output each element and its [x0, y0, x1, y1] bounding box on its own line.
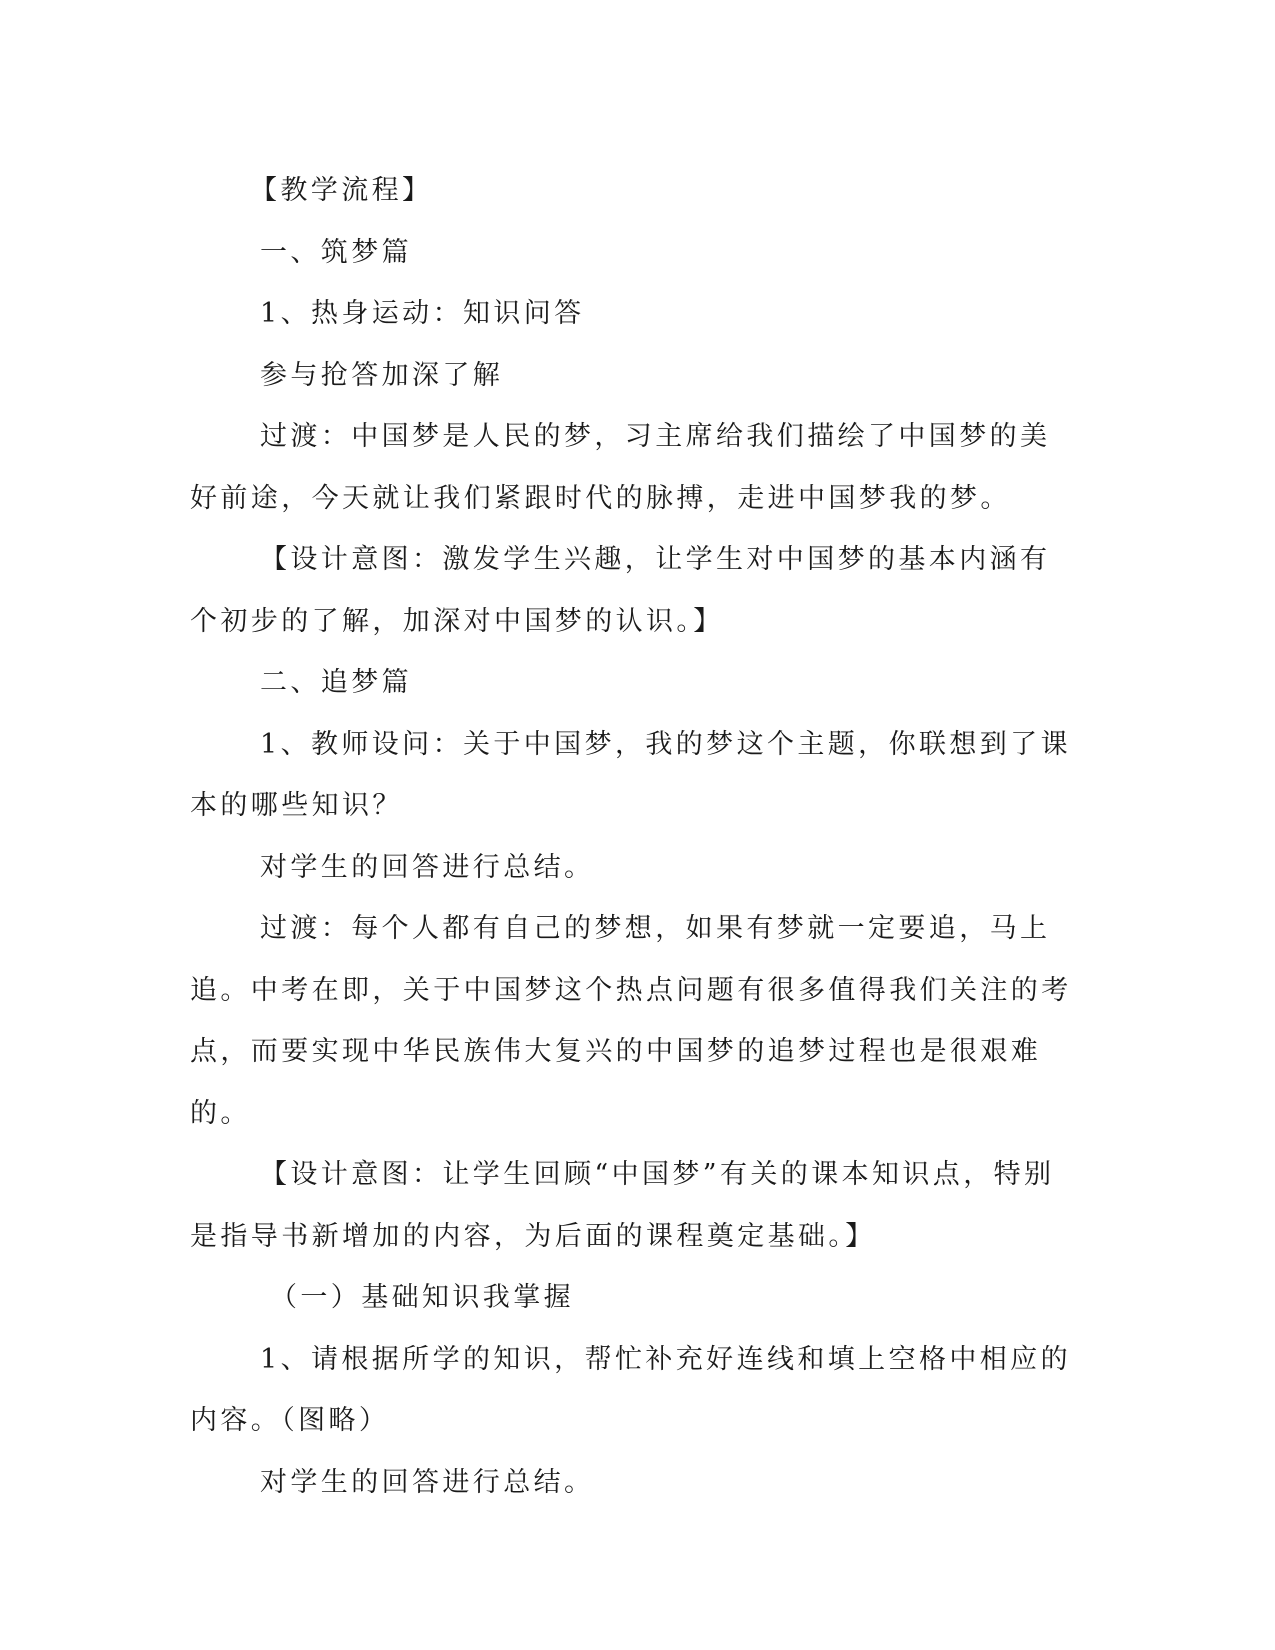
- section-heading-dream-building: 一、筑梦篇: [260, 236, 412, 268]
- paragraph-teacher-question: 1、教师设问：关于中国梦，我的梦这个主题，你联想到了课本的哪些知识？: [190, 728, 1071, 821]
- paragraph-summary-2: 对学生的回答进行总结。: [260, 1466, 595, 1498]
- paragraph-warmup: 1、热身运动：知识问答: [260, 298, 585, 329]
- document-page: [190, 160, 1080, 1513]
- section-heading-teaching-process: 【教学流程】: [250, 175, 433, 206]
- paragraph-exercise: 1、请根据所学的知识，帮忙补充好连线和填上空格中相应的内容。（图略）: [190, 1343, 1071, 1436]
- paragraph-design-intent-2: 【设计意图：让学生回顾“中国梦”有关的课本知识点，特别是指导书新增加的内容，为后面的课程奠定基础。】: [190, 1159, 1055, 1252]
- paragraph-design-intent-1: 【设计意图：激发学生兴趣，让学生对中国梦的基本内涵有个初步的了解，加深对中国梦的认识。】: [190, 544, 1051, 637]
- subsection-heading-basic-knowledge: （一）基础知识我掌握: [270, 1282, 574, 1313]
- paragraph-transition-2: 过渡：每个人都有自己的梦想，如果有梦就一定要追，马上追。中考在即，关于中国梦这个热点问题有很多值得我们关注的考点，而要实现中华民族伟大复兴的中国梦的追梦过程也是很艰难的。: [190, 913, 1072, 1129]
- paragraph-summary-1: 对学生的回答进行总结。: [260, 851, 595, 883]
- paragraph-transition-1: 过渡：中国梦是人民的梦，习主席给我们描绘了中国梦的美好前途，今天就让我们紧跟时代的脉搏，走进中国梦我的梦。: [190, 421, 1051, 514]
- section-heading-dream-chasing: 二、追梦篇: [260, 667, 412, 698]
- paragraph-quiz: 参与抢答加深了解: [260, 359, 504, 391]
